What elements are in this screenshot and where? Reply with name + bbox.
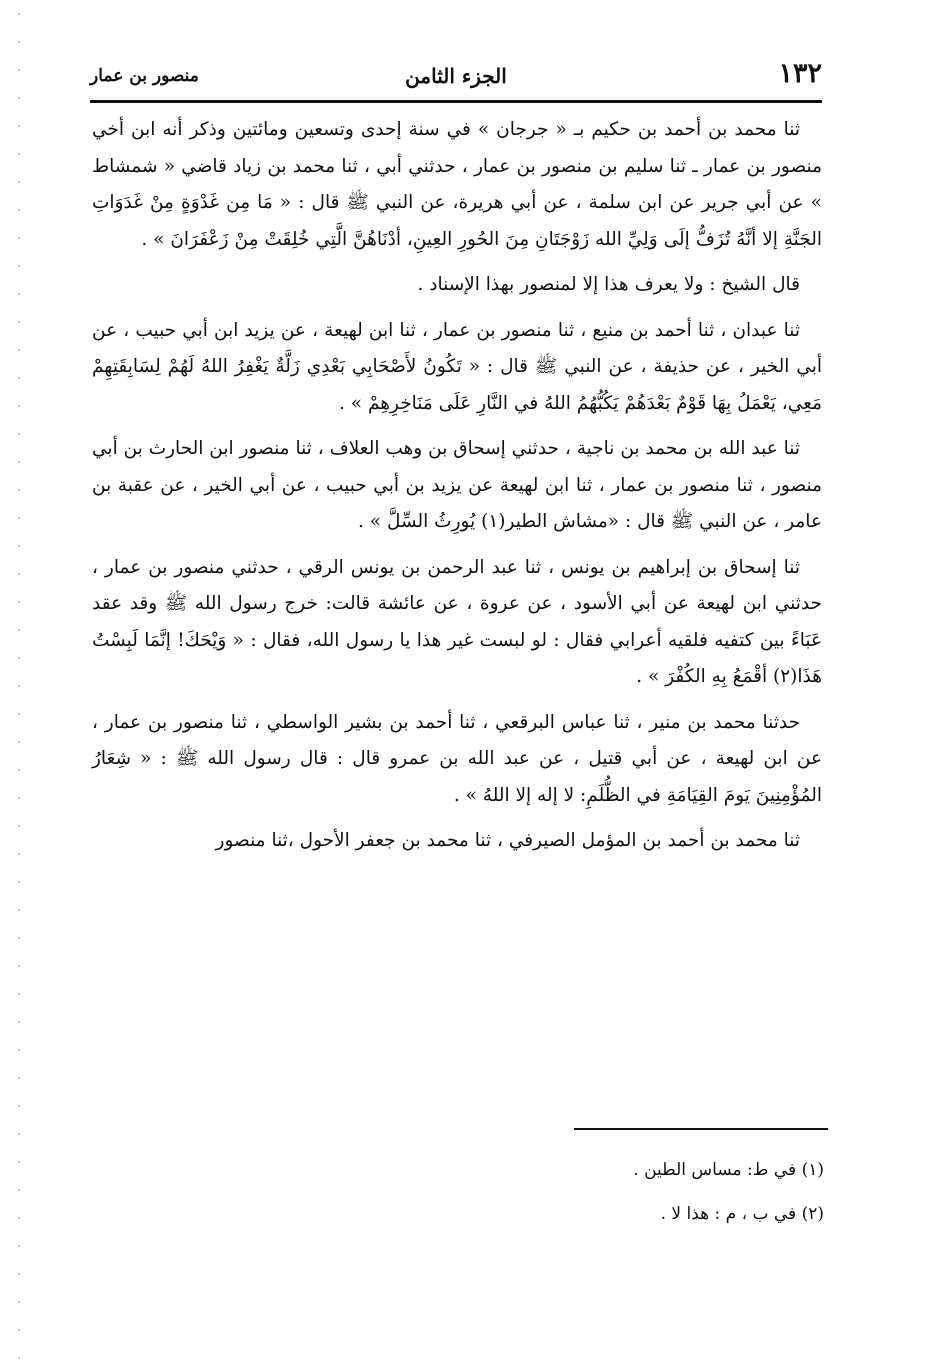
main-text (92, 112, 822, 869)
footnotes (420, 1148, 824, 1236)
paragraph: حدثنا محمد بن منير ، ثنا عباس البرقعي ، ثنا أحمد بن بشير الواسطي ، ثنا منصور بن عمار ، عن ابن لهيعة ، عن أبي قتيل ، عن عبد الله بن عمرو قال : قال رسول الله ﷺ : « شِعَارُ المُؤْمِنِينَ يَومَ القِيَامَةِ في الظُّلَمِ: لا إله إلا اللهُ » . (92, 711, 822, 806)
footnote: (١) في ط: مساس الطين . (633, 1160, 824, 1180)
page-number: ١٣٢ (778, 58, 822, 89)
paragraph: قال الشيخ : ولا يعرف هذا إلا لمنصور بهذا الإسناد . (417, 274, 800, 295)
volume-title: الجزء الثامن (405, 64, 507, 88)
paragraph: ثنا إسحاق بن إبراهيم بن يونس ، ثنا عبد الرحمن بن يونس الرقي ، حدثني منصور بن عمار ، حدثني ابن لهيعة عن أبي الأسود ، عن عروة ، عن عائشة قالت: خرج رسول الله ﷺ وقد عقد عَبَاءً بين كتفيه فلقيه أعرابي فقال : لو لبست غير هذا يا رسول الله، فقال : « وَيْحَكَ! إنَّمَا لَبِسْتُ هَذَا(٢) أقْمَعُ بِهِ الكُفْرَ » . (92, 556, 822, 687)
running-header (90, 56, 822, 96)
paragraph: ثنا عبدان ، ثنا أحمد بن منيع ، ثنا منصور بن عمار ، ثنا ابن لهيعة ، عن يزيد ابن أبي حبيب ، عن أبي الخير ، عن حذيفة ، عن النبي ﷺ قال : « تَكُونُ لأَصْحَابِي بَعْدِي زَلَّةٌ يَغْفِرُ اللهُ لَهُمْ لِسَابِقَتِهِمْ مَعِي، يَعْمَلُ بِهَا قَوْمٌ بَعْدَهُمْ يَكُبُّهُمُ اللهُ في النَّارِ عَلَى مَنَاخِرِهِمْ » . (92, 319, 822, 414)
footnote: (٢) في ب ، م : هذا لا . (660, 1204, 824, 1224)
header-rule (90, 100, 822, 103)
paragraph: ثنا عبد الله بن محمد بن ناجية ، حدثني إسحاق بن وهب العلاف ، ثنا منصور ابن الحارث بن أبي منصور ، ثنا منصور بن عمار ، ثنا ابن لهيعة عن يزيد بن أبي حبيب ، عن أبي الخير ، عن عقبة بن عامر ، عن النبي ﷺ قال : «مشاش الطير(١) يُورِثُ السِّلَّ » . (92, 438, 822, 532)
paragraph: ثنا محمد بن أحمد بن حكيم بـ « جرجان » في سنة إحدى وتسعين ومائتين وذكر أنه ابن أخي منصور بن عمار ـ ثنا سليم بن منصور بن عمار ، حدثني أبي ، ثنا محمد بن زياد قاضي « شمشاط » عن أبي جرير عن ابن سلمة ، عن أبي هريرة، عن النبي ﷺ قال : « مَا مِن غَدْوَةٍ مِنْ غَدَوَاتِ الجَنَّةِ إلا أنَّهُ تُزَفُّ إلَى وَلِيِّ الله زَوْجَتَانِ مِنَ الحُورِ العِينِ، أدْنَاهُنَّ الَّتِي خُلِقَتْ مِنْ زَعْفَرَانَ » . (92, 119, 822, 250)
footnote-rule (574, 1128, 828, 1130)
paragraph: ثنا محمد بن أحمد بن المؤمل الصيرفي ، ثنا محمد بن جعفر الأحول ،ثنا منصور (215, 830, 800, 851)
narrator-name: منصور بن عمار (90, 66, 199, 86)
scan-margin-dots (18, 0, 20, 1359)
